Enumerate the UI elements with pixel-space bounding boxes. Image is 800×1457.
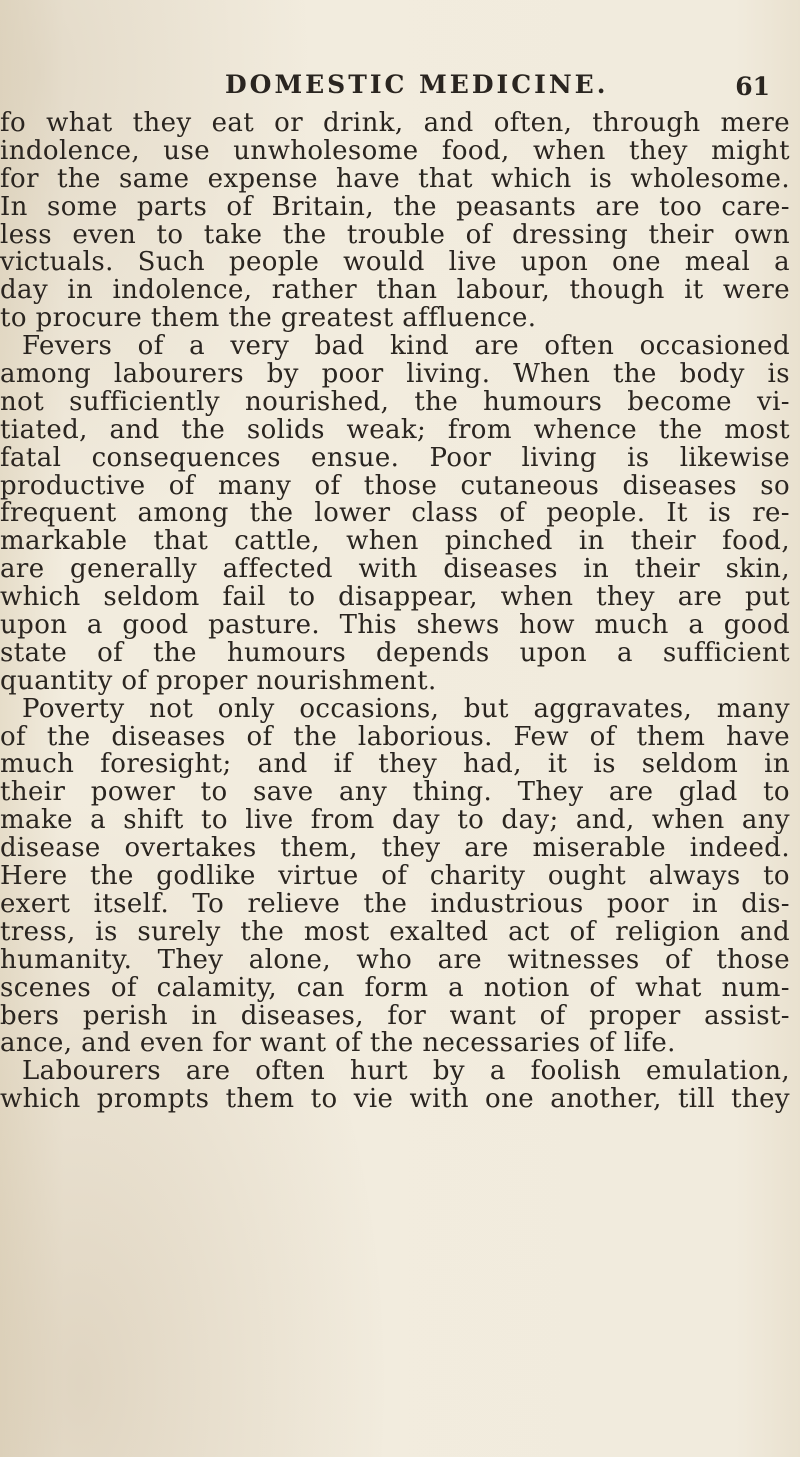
text-line: In some parts of Britain, the peasants are too care- [0,193,790,222]
text-line: tress, is surely the most exalted act of religion and [0,918,790,947]
text-line: their power to save any thing. They are glad to [0,779,790,808]
text-line: humanity. They alone, who are witnesses of those [0,946,790,975]
text-line: frequent among the lower class of people. It is re- [0,500,790,529]
text-line: productive of many of those cutaneous diseases so [0,472,790,501]
text-line: ance, and even for want of the necessaries of life. [0,1030,676,1059]
text-line: indolence, use unwholesome food, when they might [0,137,790,166]
text-line: less even to take the trouble of dressing their own [0,221,790,250]
text-line: tiated, and the solids weak; from whence the most [0,416,790,445]
text-line: day in indolence, rather than labour, though it were [0,277,790,306]
text-line: fatal consequences ensue. Poor living is likewise [0,444,790,473]
text-line: make a shift to live from day to day; and, when any [0,807,790,836]
text-line: which seldom fail to disappear, when they are put [0,584,790,613]
text-line: to procure them the greatest affluence. [0,305,537,334]
text-line: which prompts them to vie with one another, till they [0,1086,790,1115]
text-line: exert itself. To relieve the industrious poor in dis- [0,890,790,919]
text-line: are generally affected with diseases in their skin, [0,556,790,585]
text-line: markable that cattle, when pinched in their food, [0,528,790,557]
text-line: for the same expense have that which is wholesome. [0,165,790,194]
text-line: quantity of proper nourishment. [0,667,437,696]
running-title: DOMESTIC MEDICINE. [225,70,609,99]
text-line: not sufficiently nourished, the humours become vi- [0,388,790,417]
text-line: Here the godlike virtue of charity ought always to [0,863,790,891]
text-line: among labourers by poor living. When the body is [0,361,790,389]
text-line: disease overtakes them, they are miserable indeed. [0,835,790,864]
page-header [0,66,800,106]
text-line: Fevers of a very bad kind are often occasioned [22,333,790,362]
page-number: 61 [735,72,770,101]
text-line: much foresight; and if they had, it is seldom in [0,751,790,780]
text-line: of the diseases of the laborious. Few of them have [0,723,790,752]
text-line: Poverty not only occasions, but aggravates, many [22,695,790,724]
text-line: victuals. Such people would live upon one meal a [0,249,790,278]
text-line: state of the humours depends upon a sufficient [0,639,790,668]
text-line: Labourers are often hurt by a foolish emulation, [22,1058,790,1087]
text-line: scenes of calamity, can form a notion of what num- [0,974,790,1003]
body-text [0,110,800,1114]
text-line: fo what they eat or drink, and often, through mere [0,110,790,138]
text-line: bers perish in diseases, for want of proper assist- [0,1002,790,1031]
text-line: upon a good pasture. This shews how much a good [0,612,790,640]
